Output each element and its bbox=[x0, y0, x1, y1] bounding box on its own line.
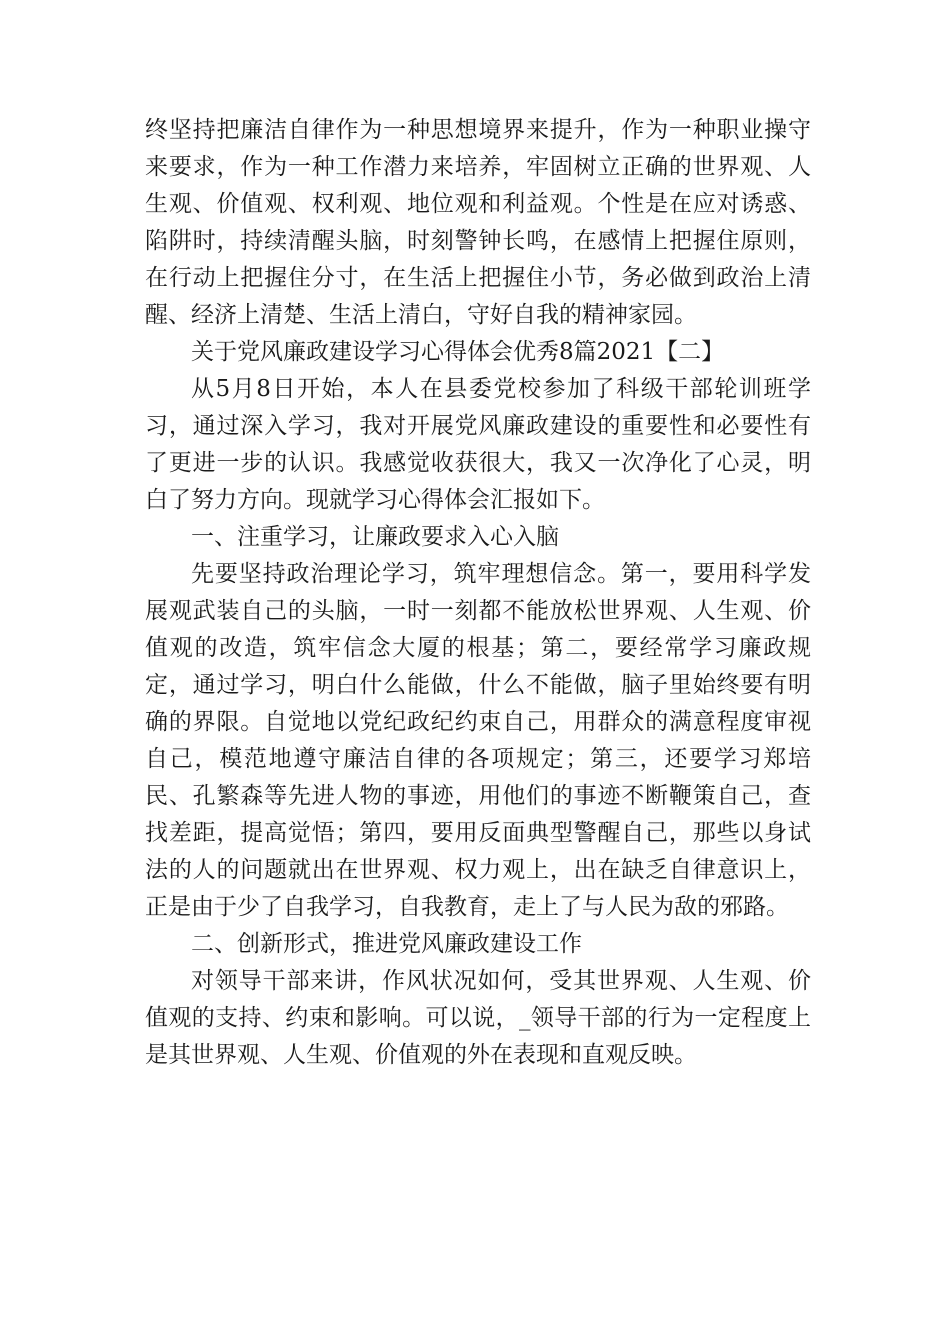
body-paragraph: 从5月8日开始，本人在县委党校参加了科级干部轮训班学习，通过深入学习，我对开展党风廉政建设的重要性和必要性有了更进一步的认识。我感觉收获很大，我又一次净化了心灵，明白了努力方向。现就学习心得体会汇报如下。 bbox=[145, 376, 811, 513]
document-page bbox=[145, 112, 811, 1074]
body-paragraph: 终坚持把廉洁自律作为一种思想境界来提升，作为一种职业操守来要求，作为一种工作潜力来培养，牢固树立正确的世界观、人生观、价值观、权利观、地位观和利益观。个性是在应对诱惑、陷阱时，持续清醒头脑，时刻警钟长鸣，在感情上把握住原则，在行动上把握住分寸，在生活上把握住小节，务必做到政治上清醒、经济上清楚、生活上清白，守好自我的精神家园。 bbox=[145, 117, 811, 328]
section-heading: 一、注重学习，让廉政要求入心入脑 bbox=[191, 524, 559, 550]
section-heading: 二、创新形式，推进党风廉政建设工作 bbox=[191, 931, 582, 957]
body-paragraph: 对领导干部来讲，作风状况如何，受其世界观、人生观、价值观的支持、约束和影响。可以说，_领导干部的行为一定程度上是其世界观、人生观、价值观的外在表现和直观反映。 bbox=[145, 968, 811, 1068]
body-paragraph: 先要坚持政治理论学习，筑牢理想信念。第一，要用科学发展观武装自己的头脑，一时一刻都不能放松世界观、人生观、价值观的改造，筑牢信念大厦的根基；第二，要经常学习廉政规定，通过学习，明白什么能做，什么不能做，脑子里始终要有明确的界限。自觉地以党纪政纪约束自己，用群众的满意程度审视自己，模范地遵守廉洁自律的各项规定；第三，还要学习郑培民、孔繁森等先进人物的事迹，用他们的事迹不断鞭策自己，查找差距，提高觉悟；第四，要用反面典型警醒自己，那些以身试法的人的问题就出在世界观、权力观上，出在缺乏自律意识上，正是由于少了自我学习，自我教育，走上了与人民为敌的邪路。 bbox=[145, 561, 811, 920]
article-title: 关于党风廉政建设学习心得体会优秀8篇2021【二】 bbox=[191, 339, 725, 365]
